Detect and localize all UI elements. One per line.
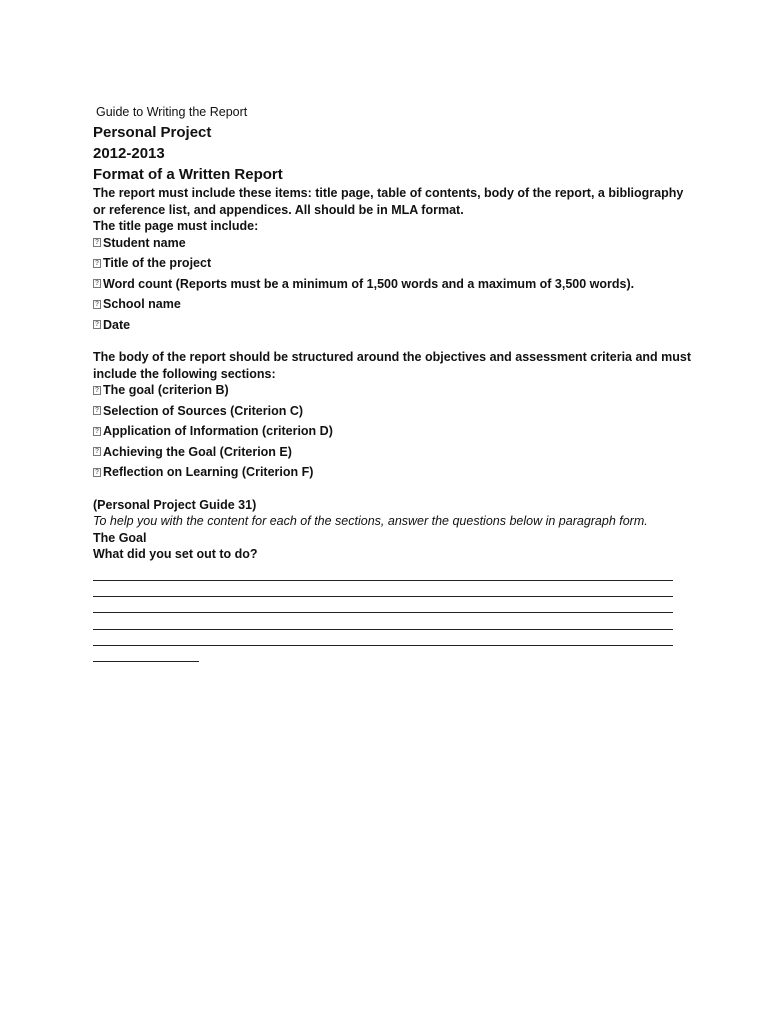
list-item: ? Date bbox=[94, 317, 131, 332]
answer-line bbox=[93, 613, 673, 629]
guide-title: Guide to Writing the Report bbox=[96, 105, 248, 119]
bullet-box-icon: ? bbox=[94, 427, 100, 435]
answer-lines bbox=[93, 565, 673, 663]
list-item: ? Achieving the Goal (Criterion E) bbox=[94, 444, 292, 459]
body-intro: The body of the report should be structured around the objectives and assessment criteria and must include the following sections: bbox=[93, 350, 692, 381]
spacer bbox=[93, 485, 693, 497]
intro-paragraph: The report must include these items: title page, table of contents, body of the report, a bibliography or reference list, and appendices. All should be in MLA format. bbox=[93, 186, 684, 217]
bullet-box-icon: ? bbox=[94, 280, 100, 287]
list-item: ? Selection of Sources (Criterion C) bbox=[94, 403, 304, 418]
bullet-box-icon: ? bbox=[94, 239, 100, 246]
bullet-box-icon: ? bbox=[94, 407, 100, 414]
title-page-intro: The title page must include: bbox=[93, 219, 259, 233]
bullet-box-icon: ? bbox=[94, 321, 100, 328]
bullet-box-icon: ? bbox=[94, 386, 100, 394]
answer-line bbox=[93, 597, 673, 613]
answer-line bbox=[93, 565, 673, 581]
bullet-box-icon: ? bbox=[94, 468, 100, 476]
list-item: ? Application of Information (criterion D) bbox=[94, 424, 333, 438]
bullet-box-icon: ? bbox=[94, 448, 100, 455]
list-item: ? School name bbox=[94, 297, 181, 311]
answer-line bbox=[93, 646, 199, 662]
list-item: ? Title of the project bbox=[94, 256, 212, 270]
project-title: Personal Project bbox=[93, 124, 212, 141]
bullet-box-icon: ? bbox=[94, 259, 100, 267]
instruction-text: To help you with the content for each of the sections, answer the questions below in paragraph form. bbox=[93, 514, 648, 528]
citation: (Personal Project Guide 31) bbox=[93, 497, 257, 512]
spacer bbox=[93, 337, 693, 349]
list-item: ? The goal (criterion B) bbox=[94, 383, 229, 397]
bullet-box-icon: ? bbox=[94, 300, 100, 308]
body-sections-list bbox=[93, 382, 693, 480]
answer-line bbox=[93, 581, 673, 597]
document-page bbox=[93, 104, 693, 662]
list-item: ? Reflection on Learning (Criterion F) bbox=[94, 465, 314, 479]
goal-question: What did you set out to do? bbox=[93, 547, 258, 561]
project-year: 2012-2013 bbox=[93, 145, 165, 162]
format-heading: Format of a Written Report bbox=[93, 166, 283, 183]
list-item: ? Word count (Reports must be a minimum of 1,500 words and a maximum of 3,500 words). bbox=[94, 276, 635, 291]
answer-line bbox=[93, 630, 673, 646]
goal-heading: The Goal bbox=[93, 530, 147, 545]
list-item: ? Student name bbox=[94, 235, 186, 250]
title-page-list bbox=[93, 235, 693, 333]
